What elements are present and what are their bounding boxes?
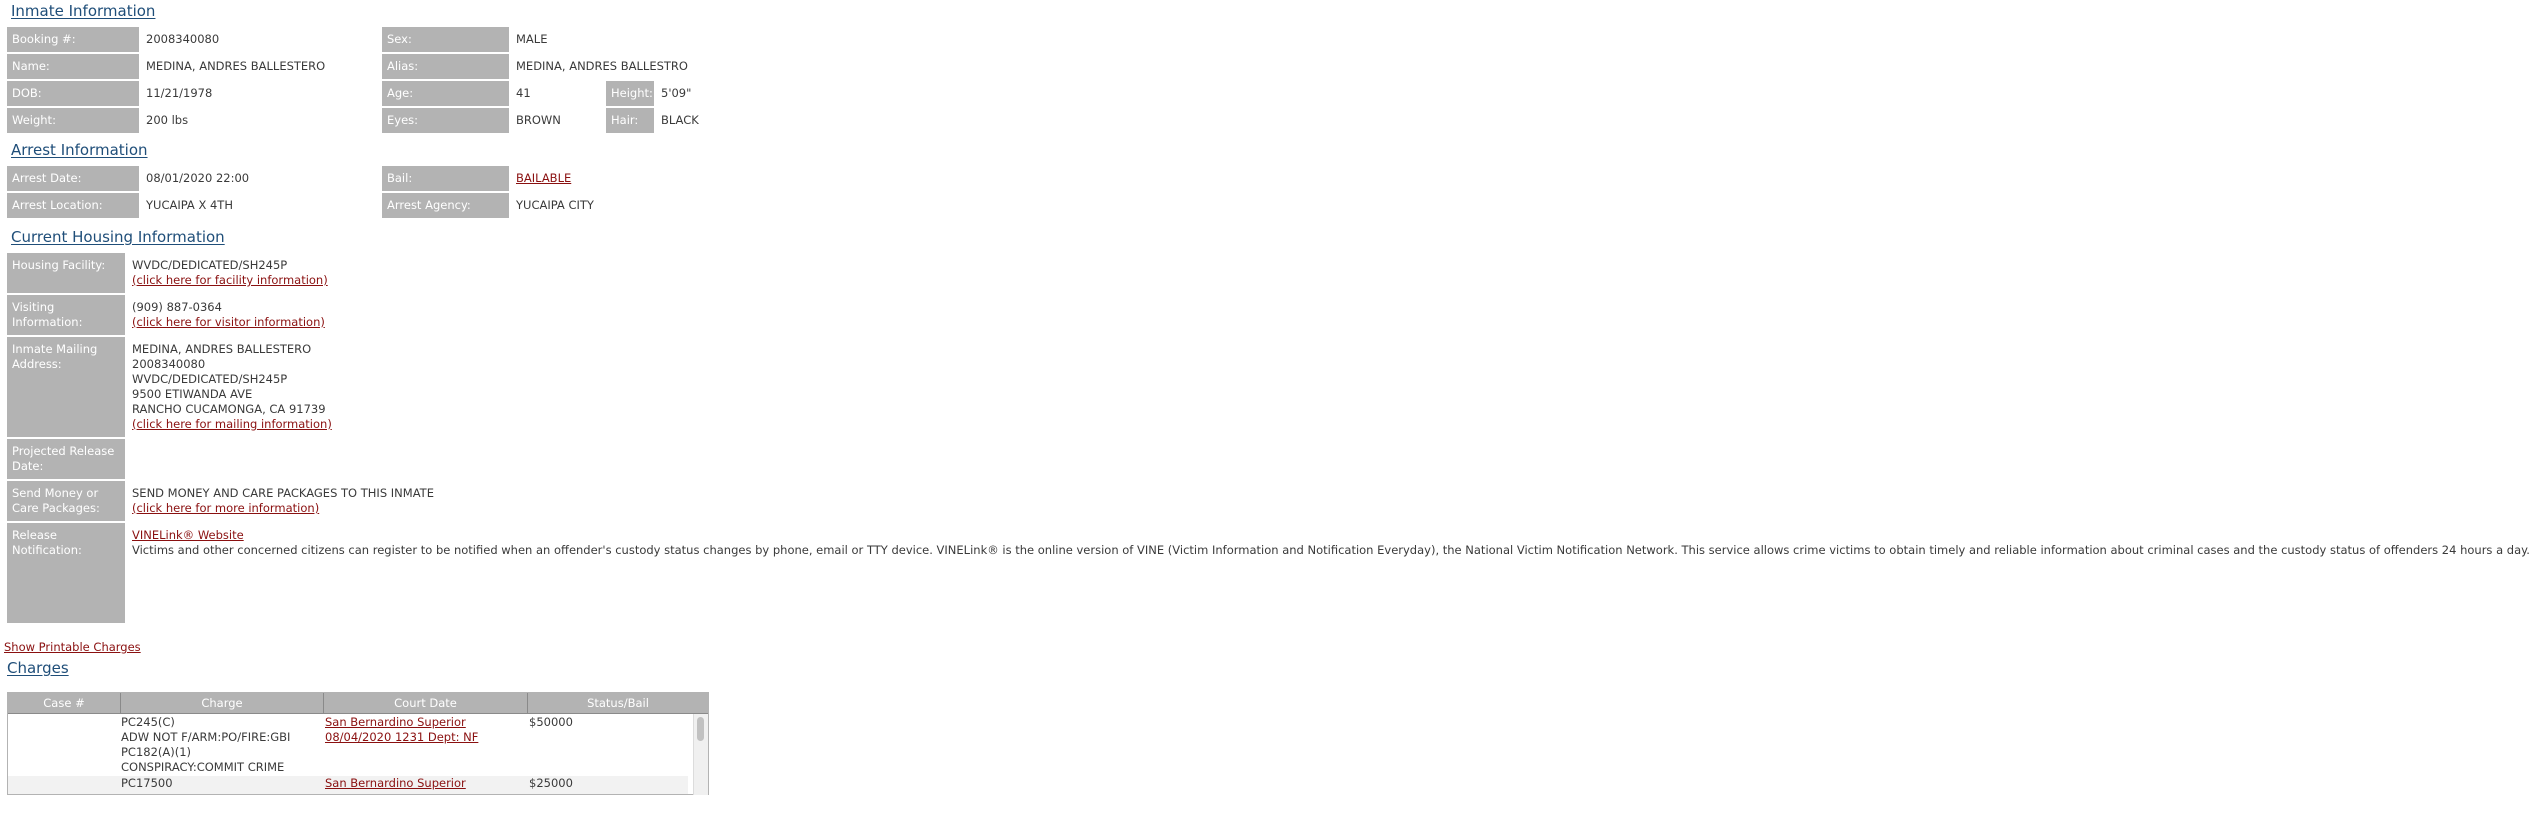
money-label-line-1: Send Money or (12, 486, 99, 500)
arrest-agency-value: YUCAIPA CITY (516, 198, 594, 212)
bail-label: Bail: (382, 166, 509, 191)
arrest-location-label: Arrest Location: (7, 193, 139, 218)
header-status-bail: Status/Bail (587, 696, 649, 710)
inmate-info-title: Inmate Information (11, 2, 156, 20)
charges-title: Charges (7, 659, 69, 677)
arrest-location-value: YUCAIPA X 4TH (146, 198, 233, 212)
visitor-info-link[interactable]: (click here for visitor information) (132, 315, 325, 329)
arrest-info-title: Arrest Information (11, 141, 148, 159)
booking-label: Booking #: (7, 27, 139, 52)
charge-line: PC245(C) (121, 715, 175, 729)
court-link[interactable]: San Bernardino Superior (325, 776, 466, 790)
dob-value: 11/21/1978 (146, 86, 213, 100)
charge-line: ADW NOT F/ARM:PO/FIRE:GBI (121, 730, 291, 744)
header-court-date: Court Date (324, 693, 528, 713)
housing-facility-block (132, 258, 328, 288)
send-money-block (132, 486, 434, 516)
weight-label: Weight: (7, 108, 139, 133)
release-notification-block (132, 528, 2530, 558)
arrest-date-label: Arrest Date: (7, 166, 139, 191)
dob-label: DOB: (7, 81, 139, 106)
mailing-label-line-2: Address: (12, 357, 62, 371)
weight-value: 200 lbs (146, 113, 189, 127)
court-link[interactable]: San Bernardino Superior (325, 715, 466, 729)
release-label-line-1: Projected Release (12, 444, 115, 458)
visiting-info-label: Visiting Information: (7, 295, 125, 335)
hair-value: BLACK (661, 113, 699, 127)
alias-label: Alias: (382, 54, 509, 79)
show-printable-charges-link[interactable]: Show Printable Charges (4, 640, 141, 654)
name-label: Name: (7, 54, 139, 79)
visiting-info-block (132, 300, 325, 330)
sex-value: MALE (516, 32, 548, 46)
table-row (8, 776, 688, 794)
vinelink-website-link[interactable]: VINELink® Website (132, 528, 244, 542)
header-charge: Charge (121, 693, 324, 713)
eyes-label: Eyes: (382, 108, 509, 133)
court-date-link[interactable]: 08/04/2020 1231 Dept: NF (325, 730, 479, 744)
age-value: 41 (516, 86, 531, 100)
mailing-line: 2008340080 (132, 357, 206, 371)
charge-line: PC17500 (121, 776, 173, 790)
mailing-line: MEDINA, ANDRES BALLESTERO (132, 342, 312, 356)
hair-label: Hair: (606, 108, 654, 133)
money-label-line-2: Care Packages: (12, 501, 100, 515)
height-value: 5'09" (661, 86, 692, 100)
send-money-label (7, 481, 125, 521)
charges-table (7, 692, 709, 795)
mailing-line: 9500 ETIWANDA AVE (132, 387, 253, 401)
age-label: Age: (382, 81, 509, 106)
alias-value: MEDINA, ANDRES BALLESTRO (516, 59, 688, 73)
booking-value: 2008340080 (146, 32, 220, 46)
bail-link[interactable]: BAILABLE (516, 171, 572, 185)
arrest-date-value: 08/01/2020 22:00 (146, 171, 250, 185)
housing-facility-label: Housing Facility: (7, 253, 125, 293)
arrest-agency-label: Arrest Agency: (382, 193, 509, 218)
charges-header-row (8, 693, 708, 714)
mailing-label-line-1: Inmate Mailing (12, 342, 98, 356)
release-label-line-2: Date: (12, 459, 44, 473)
scrollbar-thumb[interactable] (697, 717, 704, 741)
header-case: Case # (8, 693, 121, 713)
housing-info-title: Current Housing Information (11, 228, 225, 246)
name-value: MEDINA, ANDRES BALLESTERO (146, 59, 326, 73)
height-label: Height: (606, 81, 654, 106)
charge-line: PC182(A)(1) (121, 745, 192, 759)
mailing-line: RANCHO CUCAMONGA, CA 91739 (132, 402, 326, 416)
mailing-info-link[interactable]: (click here for mailing information) (132, 417, 332, 431)
bail-amount: $50000 (529, 715, 573, 729)
table-row (8, 715, 688, 775)
send-money-text: SEND MONEY AND CARE PACKAGES TO THIS INMATE (132, 486, 434, 500)
court-cell (325, 715, 478, 745)
facility-info-link[interactable]: (click here for facility information) (132, 273, 328, 287)
mailing-address-label (7, 337, 125, 437)
more-info-link[interactable]: (click here for more information) (132, 501, 320, 515)
charge-line: CONSPIRACY:COMMIT CRIME (121, 760, 285, 774)
bail-amount: $25000 (529, 776, 573, 790)
court-cell (325, 776, 466, 791)
eyes-value: BROWN (516, 113, 561, 127)
vine-description: Victims and other concerned citizens can register to be notified when an offender's custody status changes by phone, email or TTY device. VINELink® is the online version of VINE (Victim Information and Notification Everyday), the National Victim Notification Network. This service allows crime victims to obtain timely and reliable information about criminal cases and the custody status of offenders 24 hours a day. (132, 543, 2530, 557)
mailing-line: WVDC/DEDICATED/SH245P (132, 372, 288, 386)
sex-label: Sex: (382, 27, 509, 52)
charges-scrollbar[interactable] (693, 714, 708, 795)
visiting-phone: (909) 887-0364 (132, 300, 222, 314)
release-notification-label: Release Notification: (7, 523, 125, 623)
charge-cell (121, 715, 290, 775)
mailing-address-block (132, 342, 332, 432)
charge-cell (121, 776, 173, 791)
housing-facility-value: WVDC/DEDICATED/SH245P (132, 258, 288, 272)
projected-release-label (7, 439, 125, 479)
